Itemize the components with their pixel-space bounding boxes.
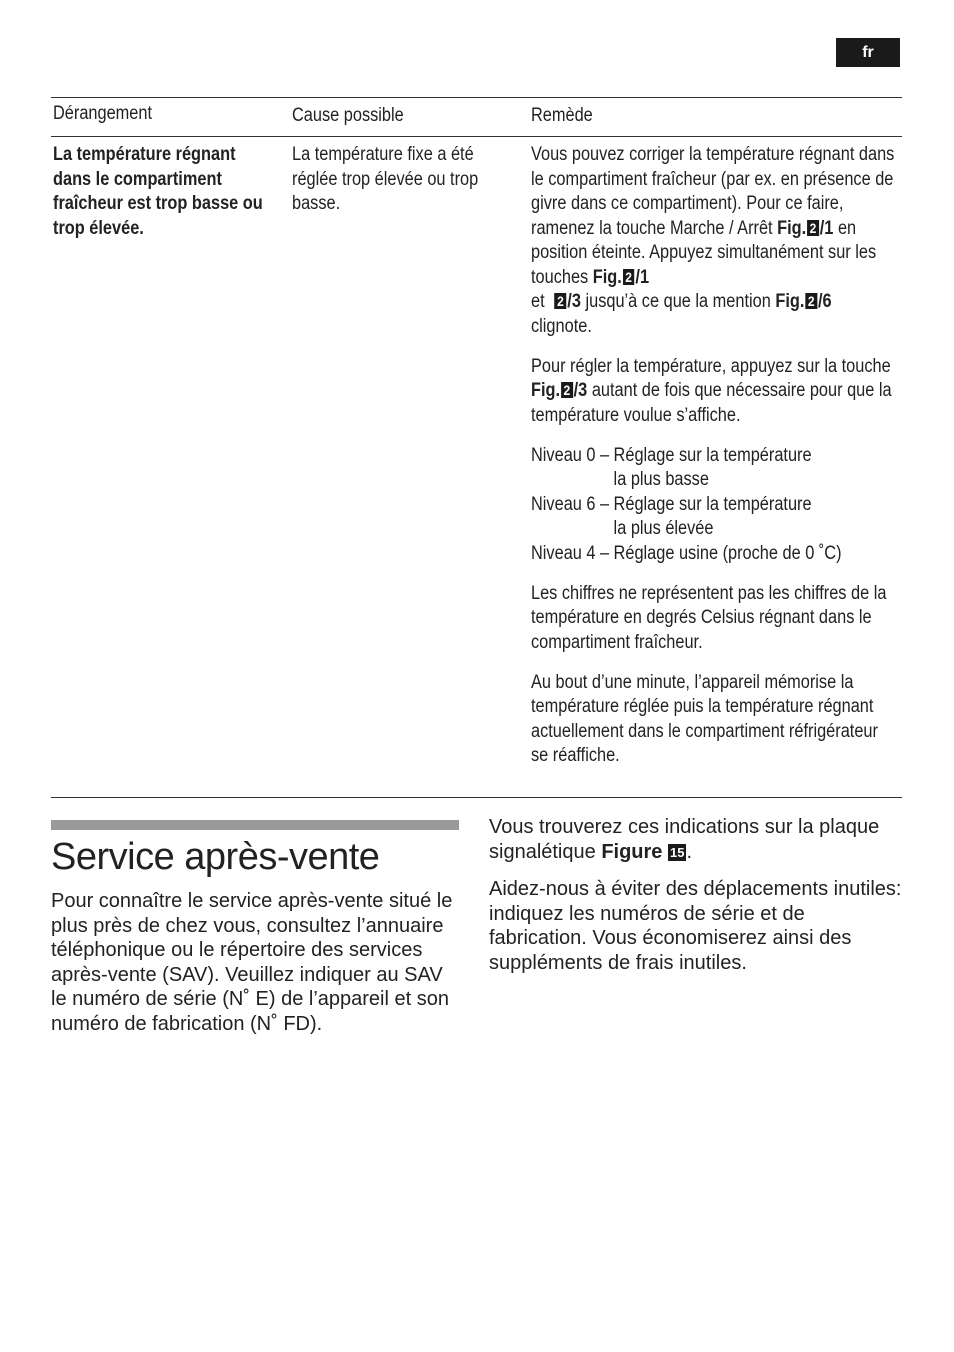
figure-number-box: 2 bbox=[805, 293, 817, 309]
figure-number-box: 2 bbox=[555, 293, 567, 309]
section-title: Service après-vente bbox=[51, 836, 380, 878]
header-cause: Cause possible bbox=[292, 105, 404, 126]
table-bottom-rule bbox=[51, 797, 902, 798]
figure-number-box: 2 bbox=[561, 382, 573, 398]
service-right-text bbox=[489, 815, 904, 988]
service-left-text: Pour connaître le service après-vente situé le plus près de chez vous, consultez l’annuaire téléphonique ou le répertoire des services après-vente (SAV). Veuillez indiquer au SAV le numéro de série (N˚ E) de l’appareil et son numéro de fabrication (N˚ FD). bbox=[51, 890, 453, 1035]
figure-ref: Fig. bbox=[777, 217, 807, 239]
service-right-paragraph-2: Aidez-nous à éviter des déplacements inutiles: indiquez les numéros de série et de fabrication. Vous économiserez ainsi des suppléments de frais inutiles. bbox=[489, 878, 902, 974]
figure-ref: Fig. bbox=[531, 380, 561, 401]
figure-number-box: 15 bbox=[670, 844, 685, 860]
remedy-paragraph-2: Pour régler la température, appuyez sur la touche Fig. 2 /3 autant de fois que nécessaire pour que la température voulue s’affiche. bbox=[531, 355, 892, 426]
service-right-paragraph-1: Vous trouverez ces indications sur la plaque signalétique Figure 15 . bbox=[489, 816, 880, 863]
figure-ref: Fig. bbox=[775, 291, 805, 312]
level-item: Niveau 6 – Réglage sur la température la plus élevée bbox=[531, 493, 812, 539]
section-bar bbox=[51, 820, 459, 830]
level-item: Niveau 4 – Réglage usine (proche de 0 ˚C) bbox=[531, 542, 842, 564]
figure-ref: Figure bbox=[601, 840, 663, 863]
remedy-paragraph-1: Vous pouvez corriger la température régnant dans le compartiment fraîcheur (par ex. en présence de givre dans ce compartiment). Pour ce faire, ramenez la touche Marche / Arrêt Fig. 2 /1 en position éteinte. Appuyez simultanément sur les touches Fig. 2 /1 et 2 /3 jusqu’à ce que la mention Fig. 2 /6 clignote. bbox=[531, 144, 895, 337]
symptom-cell: La température régnant dans le compartiment fraîcheur est trop basse ou trop élevée. bbox=[53, 144, 263, 239]
header-remede: Remède bbox=[531, 105, 593, 126]
figure-ref: Fig. bbox=[592, 266, 622, 288]
figure-number-box: 2 bbox=[807, 220, 819, 236]
remedy-cell bbox=[531, 143, 897, 784]
language-badge: fr bbox=[836, 38, 900, 67]
remedy-paragraph-4: Au bout d’une minute, l’appareil mémorise la température réglée puis la température régnant actuellement dans le compartiment réfrigérateur se réaffiche. bbox=[531, 671, 878, 766]
figure-number-box: 2 bbox=[623, 269, 635, 285]
level-item: Niveau 0 – Réglage sur la température la plus basse bbox=[531, 444, 812, 490]
table-header-rule bbox=[51, 136, 902, 137]
cause-cell: La température fixe a été réglée trop élevée ou trop basse. bbox=[292, 144, 479, 214]
table-top-rule bbox=[51, 97, 902, 98]
remedy-paragraph-3: Les chiffres ne représentent pas les chiffres de la température en degrés Celsius régnant dans le compartiment fraîcheur. bbox=[531, 582, 887, 653]
level-list bbox=[531, 444, 897, 567]
header-derangement: Dérangement bbox=[53, 103, 153, 124]
